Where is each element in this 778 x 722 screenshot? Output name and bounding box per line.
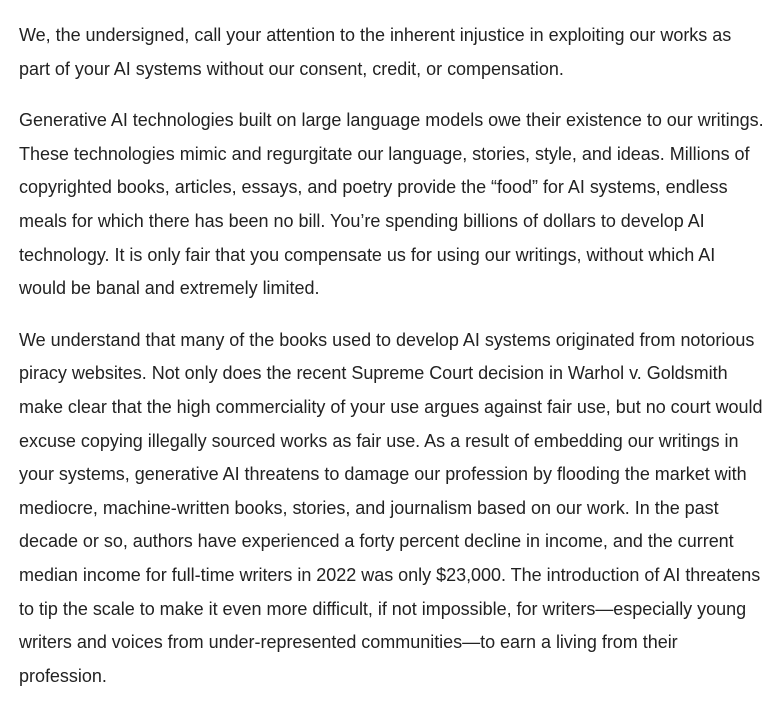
text-line: profession. xyxy=(19,665,107,686)
text-line: would be banal and extremely limited. xyxy=(19,278,320,299)
text-line: technology. It is only fair that you compensate us for using our writings, without which AI xyxy=(19,244,716,265)
text-line: We understand that many of the books used to develop AI systems originated from notorious xyxy=(19,329,755,350)
text-line: meals for which there has been no bill. You’re spending billions of dollars to develop AI xyxy=(19,210,705,231)
text-line: make clear that the high commerciality of your use argues against fair use, but no court would xyxy=(19,396,763,417)
text-line: decade or so, authors have experienced a forty percent decline in income, and the current xyxy=(19,531,734,552)
text-line: We, the undersigned, call your attention to the inherent injustice in exploiting our works as xyxy=(19,25,732,45)
text-line: part of your AI systems without our consent, credit, or compensation. xyxy=(19,58,564,79)
text-line: to tip the scale to make it even more difficult, if not impossible, for writers—especially young xyxy=(19,598,747,619)
paragraph-generative-ai xyxy=(19,104,778,306)
text-line: excuse copying illegally sourced works as fair use. As a result of embedding our writings in xyxy=(19,430,739,451)
text-line: These technologies mimic and regurgitate our language, stories, style, and ideas. Millions of xyxy=(19,143,750,164)
text-line: Generative AI technologies built on large language models owe their existence to our writings. xyxy=(19,110,764,131)
text-line: median income for full-time writers in 2022 was only $23,000. The introduction of AI threatens xyxy=(19,564,761,585)
text-line: mediocre, machine-written books, stories, and journalism based on our work. In the past xyxy=(19,497,719,518)
text-line: your systems, generative AI threatens to damage our profession by flooding the market with xyxy=(19,464,747,485)
paragraph-piracy xyxy=(19,324,778,694)
text-line: piracy websites. Not only does the recent Supreme Court decision in Warhol v. Goldsmith xyxy=(19,363,728,384)
text-line: writers and voices from under-represented communities—to earn a living from their xyxy=(19,632,678,653)
paragraph-consent xyxy=(19,19,778,86)
text-line: copyrighted books, articles, essays, and poetry provide the “food” for AI systems, endless xyxy=(19,177,728,198)
